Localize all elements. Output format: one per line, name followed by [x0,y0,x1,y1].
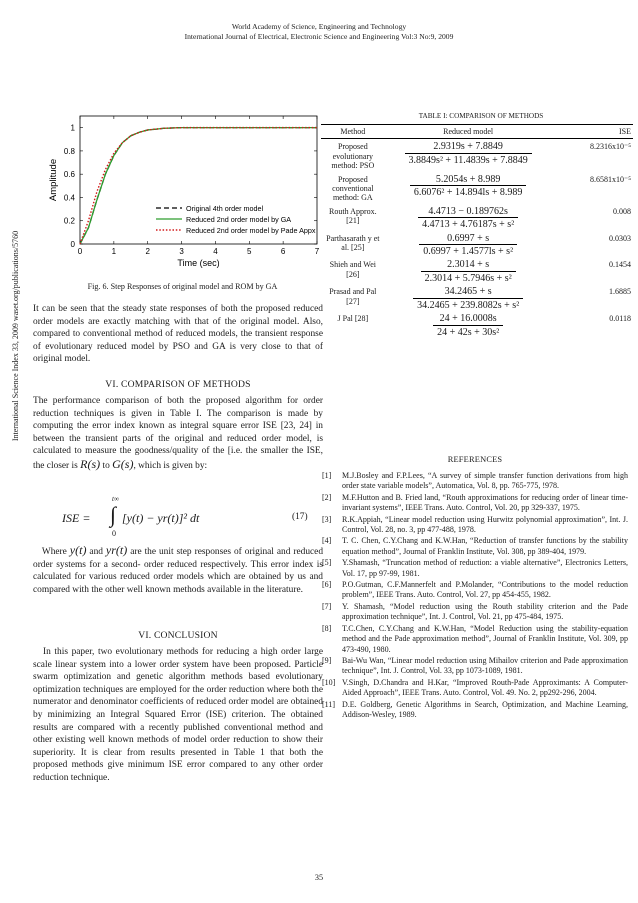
x-tick-label: 3 [179,247,184,256]
col-header-method: Method [321,125,385,139]
y-tick-label: 0.4 [63,193,75,203]
reference-text: Y. Shamash, “Model reduction using the Routh stability criterion and the Pade approximation technique”, Int. J. Control, Vol. 21, pp 475-484, 1975. [342,601,628,622]
reference-text: P.O.Gutman, C.F.Mannerfelt and P.Molander, “Contributions to the model reduction problem”, IEEE Trans. Auto. Control, Vol. 27, pp 454-455, 1982. [342,580,628,600]
tf-numerator: 4.4713 − 0.189762s [418,207,518,218]
transfer-function [405,142,532,165]
table-title: TABLE I: COMPARISON OF METHODS [418,112,544,120]
y-tick-label: 0.6 [63,170,75,180]
reference-number: [8] [322,623,332,633]
reference-number: [11] [322,699,336,709]
transfer-function [410,175,526,198]
math-yt: y(t) [69,543,87,557]
table-row [321,259,633,286]
tf-denominator: 4.4713 + 4.76187s + s² [422,219,515,231]
reference-text: Bai-Wu Wan, “Linear model reduction using Mihailov criterion and Pade approximation technique”, Int. J. Control, Vol. 33, pp 1073-1089, 1981. [342,655,628,676]
method-cell: Proposed evolutionary method: PSO [331,142,375,171]
reference-number: [6] [322,580,332,590]
tf-numerator: 0.6997 + s [419,234,517,245]
tf-denominator: 3.8849s² + 11.4839s + 7.8849 [408,154,528,166]
reference-number: [2] [322,492,332,502]
col-header-ise: ISE [552,125,633,139]
reference-number: [3] [322,514,332,524]
reference-number: [10] [322,677,336,687]
figure-caption: Fig. 6. Step Responses of original model and ROM by GA [87,282,278,291]
reference-text: M.F.Hutton and B. Fried land, “Routh approximations for reducing order of linear time- invariant systems”, IEEE Trans. Auto. Control, Vol. 20, pp 329-337, 1975. [342,492,628,513]
reference-item [322,678,628,699]
reference-item [322,656,628,677]
tf-numerator: 34.2465 + s [413,287,523,298]
tf-numerator: 5.2054s + 8.989 [410,175,526,186]
math-Gs: G(s) [112,456,134,471]
model-cell [385,233,552,260]
reference-item [322,624,628,655]
reference-number: [9] [322,655,332,665]
col-header-model: Reduced model [385,125,552,139]
equation-17 [62,495,322,540]
reference-number: [7] [322,601,332,611]
paragraph-comparison [33,395,323,473]
eq-integrand: [y(t) − yr(t)]² dt [122,511,200,525]
tf-numerator: 24 + 16.0008s [433,314,503,325]
reference-item [322,471,628,492]
eq-lower-limit: 0 [112,529,116,538]
model-cell [385,286,552,313]
x-tick-label: 5 [247,247,252,256]
method-cell: J Pal [28] [337,314,369,324]
tf-denominator: 6.6076² + 14.894ls + 8.989 [413,187,523,199]
reference-item [322,493,628,514]
where-text-2: original and reduced order systems for a second- order reduced respectively. This error index is calculated for various reduced order models which are obtained by us and compared with the other well known methods available in the literature. [33,547,324,595]
where-text-1: are the unit step responses of [130,547,242,557]
word-to: to [102,460,110,471]
page-number: 35 [314,873,324,882]
reference-number: [4] [322,536,332,546]
comparison-table [321,124,633,340]
reference-number: [5] [322,558,332,568]
reference-text: R.K.Appiah, “Linear model reduction using Hurwitz polynomial approximation”, Int. J. Control, Vol. 28, no. 3, pp 477-488, 1978. [342,514,628,535]
eq-integral-sign: ∫ [110,502,117,527]
x-tick-label: 0 [77,247,83,256]
model-cell [385,259,552,286]
journal-header-line1: World Academy of Science, Engineering and Technology [231,22,407,31]
ise-cell: 0.008 [613,206,631,216]
tf-numerator: 2.9319s + 7.8849 [405,142,532,153]
eq-lhs: ISE = [62,511,91,525]
table-row [321,286,633,313]
legend-entry: Reduced 2nd order model by GA [186,215,292,224]
table-row [321,313,633,340]
transfer-function [418,207,518,230]
y-tick-label: 0.2 [63,216,75,226]
x-tick-label: 1 [111,247,117,256]
x-tick-label: 2 [145,247,150,256]
table-row [321,206,633,233]
method-cell: Proposed conventional method: GA [332,174,374,203]
comparison-text-end: , which is given by: [133,460,208,471]
transfer-function [419,234,517,257]
table-row [321,139,633,174]
paragraph-where [33,544,323,596]
reference-text: Y.Shamash, “Truncation method of reduction: a viable alternative”, Electronics Letters, Vol. 17, pp 97-99, 1981. [342,558,628,578]
word-where: Where [41,547,67,557]
plot-frame [80,116,317,244]
ise-cell: 0.1454 [609,260,631,270]
reference-text: D.E. Goldberg, Genetic Algorithms in Search, Optimization, and Machine Learning, Addison-Wesley, 1989. [342,699,628,719]
ise-cell: 8.2316x10⁻⁵ [589,142,631,152]
step-response-chart [40,108,325,280]
method-cell: Prasad and Pal [27] [329,287,377,306]
method-cell: Shieh and Wei [26] [329,260,376,279]
reference-item [322,536,628,557]
x-axis-label: Time (sec) [177,258,220,268]
reference-text: T. C. Chen, C.Y.Chang and K.W.Han, “Reduction of transfer functions by the stability equation method”, Journal of Franklin Institute, Vol. 308, pp 389-404, 1979. [342,536,628,556]
transfer-function [421,260,516,283]
reference-item [322,700,628,721]
word-and: and [89,547,103,557]
reference-text: M.J.Bosley and F.P.Lees, “A survey of simple transfer function derivations from high order state variable models”, Automatica, Vol. 8, pp. 765-775, !978. [342,471,628,491]
method-cell: Parthasarath y et al. [25] [326,233,380,253]
legend-entry: Original 4th order model [186,204,264,213]
math-Rs: R(s) [80,456,101,471]
x-tick-label: 7 [314,247,320,256]
tf-denominator: 24 + 42s + 30s² [437,326,500,338]
transfer-function [433,314,503,337]
journal-header-line2: International Journal of Electrical, Electronic Science and Engineering Vol:3 No:9, 2009 [184,32,454,41]
table-row [321,233,633,260]
eq-number: (17) [292,512,308,522]
transfer-function [413,287,523,310]
side-index-text: International Science Index 33, 2009 waset.org/publications/5760 [11,230,20,442]
reference-item [322,515,628,536]
ise-cell: 8.6581x10⁻⁵ [589,174,631,184]
ise-cell: 0.0118 [609,314,631,324]
table-row [321,174,633,206]
section-heading-conclusion: VI. CONCLUSION [138,630,218,641]
model-cell [385,139,552,174]
reference-text: T.C.Chen, C.Y.Chang and K.W.Han, “Model Reduction using the stability-equation method and the Pade approximation method”, Journal of Franklin Institute, Vol. 309, pp 473-490, 1980. [342,623,628,654]
tf-numerator: 2.3014 + s [421,260,516,271]
x-tick-label: 6 [280,247,286,256]
ise-cell: 0.0303 [609,233,631,243]
legend-entry: Reduced 2nd order model by Pade Appx [186,226,316,235]
y-tick-label: 1 [70,123,75,133]
math-yrt: yr(t) [105,543,128,557]
model-cell [385,313,552,340]
y-tick-label: 0 [70,240,75,249]
section-heading-comparison: VI. COMPARISON OF METHODS [105,379,251,390]
method-cell: Routh Approx. [21] [329,206,377,226]
table-header-row [321,125,633,139]
tf-denominator: 34.2465 + 239.8082s + s² [417,299,520,311]
y-tick-label: 0.8 [63,146,75,156]
reference-item [322,602,628,623]
model-cell [385,206,552,233]
tf-denominator: 0.6997 + 1.4577ls + s² [423,246,514,258]
comparison-text: The performance comparison of both the proposed algorithm for order reduction techniques is given in Table I. The comparison is made by computing the error index known as integral square error ISE [23, 24] in between the transient parts of the original and reduced order model, is calculated to measure the goodness/quality of the [i.e. the smaller the ISE, the closer is [33,396,323,471]
reference-text: V.Singh, D.Chandra and H.Kar, “Improved Routh-Pade Approximants: A Computer-Aided Approach”, IEEE Trans. Auto. Control, Vol. 49. No. 2, pp292-296, 2004. [342,677,628,698]
references-heading: REFERENCES [447,455,503,464]
paragraph-results: It can be seen that the steady state responses of both the proposed reduced order models are exactly matching with that of the original model. Also, compared to conventional method of reduced models, the transient response of evolutionary reduced model by PSO and GA is very close to that of original model. [33,304,323,365]
reference-item [322,580,628,601]
y-axis-label: Amplitude [48,158,59,202]
paragraph-conclusion: In this paper, two evolutionary methods for reducing a high order large scale linear system into a lower order system have been proposed. Particle swarm optimization and genetic algorithm methods based evolutionary optimization techniques are employed for the order reduction where both the numerator and denominator coefficients of reduced order model are obtained by minimizing an Integral Squared Error (ISE) criterion. The obtained results are compared with a recently published conventional method and other existing well known methods of model order reduction to show their superiority. It is clear from results presented in Table 1 that both the proposed methods give minimum ISE error compared to any other order reduction technique. [33,647,323,783]
tf-denominator: 2.3014 + 5.7946s + s² [424,272,512,284]
reference-item [322,558,628,579]
x-tick-label: 4 [213,247,218,256]
references-list [322,471,628,721]
model-cell [385,174,552,206]
eq-upper-limit: t∞ [112,495,119,503]
reference-number: [1] [322,471,332,480]
ise-cell: 1.6885 [609,287,631,297]
